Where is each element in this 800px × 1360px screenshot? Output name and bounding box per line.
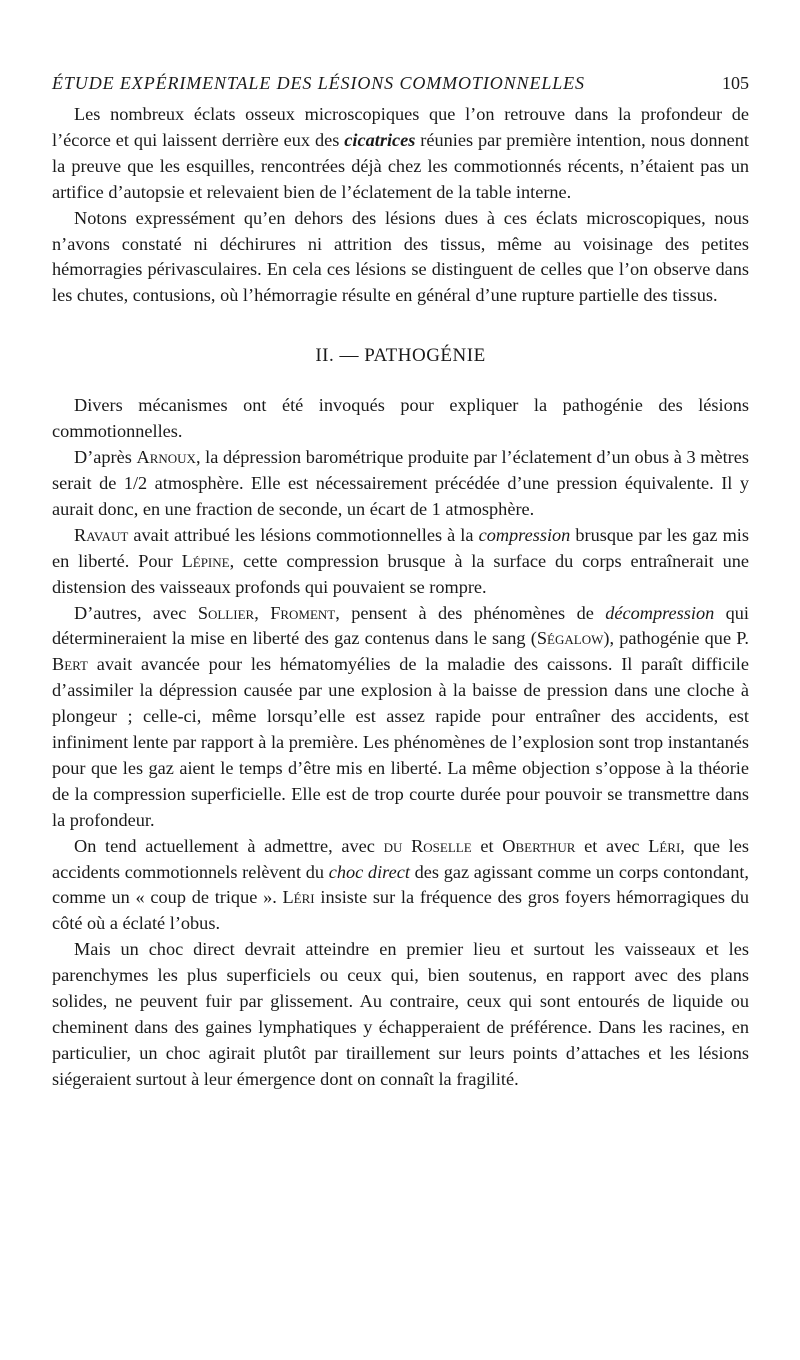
author-name: Ségalow (536, 628, 604, 649)
author-name: Oberthur (502, 835, 576, 856)
author-name: Léri (648, 835, 681, 856)
section-heading: II. — PATHOGÉNIE (315, 345, 486, 367)
paragraph: Ravaut avait attribué les lésions commotionnelles à la compression brusque par les gaz mis en liberté. Pour Lépine, cette compression brusque à la surface du corps entraînerait une distension des vaisseaux profonds qui pouvaient se rompre. (52, 524, 749, 597)
author-name: Léri (282, 887, 315, 908)
emphasis: cicatrices (344, 129, 416, 150)
running-title: ÉTUDE EXPÉRIMENTALE DES LÉSIONS COMMOTIONNELLES (52, 73, 585, 93)
paragraph: Divers mécanismes ont été invoqués pour expliquer la pathogénie des lésions commotionnelles. (52, 395, 749, 442)
book-page (52, 68, 749, 1093)
author-name: Bert (52, 654, 88, 675)
author-name: Froment (270, 602, 336, 623)
emphasis: choc direct (328, 861, 410, 882)
paragraph: Mais un choc direct devrait atteindre en premier lieu et surtout les vaisseaux et les parenchymes les plus superficiels ou ceux qui, bien soutenus, en rapport avec des plans solides, ne peuvent fuir par glissement. Au contraire, ceux qui sont entourés de liquide ou cheminent dans des gaines lymphatiques y échapperaient de préférence. Dans les racines, en particulier, un choc agirait plutôt par tiraillement sur leurs points d’attaches et les lésions siégeraient surtout à leur émergence dont on connaît la fragilité. (52, 939, 749, 1089)
page-number: 105 (722, 73, 749, 93)
paragraph: Les nombreux éclats osseux microscopiques que l’on retrouve dans la profondeur de l’écorce et qui laissent derrière eux des cicatrices réunies par première intention, nous donnent la preuve que les esquilles, rencontrées déjà chez les commotionnés récents, n’étaient pas un artifice d’autopsie et relevaient bien de l’éclatement de la table interne. (52, 104, 749, 202)
paragraph: Notons expressément qu’en dehors des lésions dues à ces éclats microscopiques, nous n’avons constaté ni déchirures ni attrition des tissus, même au voisinage des petites hémorragies périvasculaires. En cela ces lésions se distinguent de celles que l’on observe dans les chutes, contusions, où l’hémorragie résulte en général d’une rupture partielle des tissus. (52, 207, 749, 306)
paragraph: D’autres, avec Sollier, Froment, pensent à des phénomènes de décompression qui détermineraient la mise en liberté des gaz contenus dans le sang (Ségalow), pathogénie que P. Bert avait avancée pour les hématomyélies de la maladie des caissons. Il paraît difficile d’assimiler la dépression causée par une explosion à la baisse de pression dans une cloche à plongeur ; celle-ci, même lorsqu’elle est assez rapide pour entraîner des accidents, est infiniment lente par rapport à la première. Les phénomènes de l’explosion sont trop instantanés pour que les gaz aient le temps d’être mis en liberté. La même objection s’oppose à la théorie de la compression superficielle. Elle est de trop courte durée pour pouvoir se transmettre dans la profondeur. (52, 602, 750, 830)
author-name: du Roselle (383, 835, 472, 856)
author-name: Ravaut (74, 524, 129, 545)
author-name: Lépine (181, 550, 230, 571)
author-name: Sollier (197, 602, 255, 623)
paragraph: On tend actuellement à admettre, avec du Roselle et Oberthur et avec Léri, que les accidents commotionnels relèvent du choc direct des gaz agissant comme un corps contondant, comme un « coup de trique ». Léri insiste sur la fréquence des gros foyers hémorragiques du côté où a éclaté l’obus. (52, 835, 749, 934)
paragraph: D’après Arnoux, la dépression barométrique produite par l’éclatement d’un obus à 3 mètres serait de 1/2 atmosphère. Elle est nécessairement précédée d’une pression équivalente. Il y aurait donc, en une fraction de seconde, un écart de 1 atmosphère. (52, 447, 749, 519)
emphasis: compression (478, 524, 571, 545)
body-text (52, 102, 749, 1093)
author-name: Arnoux (136, 447, 196, 468)
running-head (52, 68, 749, 102)
emphasis: décompression (605, 602, 715, 623)
